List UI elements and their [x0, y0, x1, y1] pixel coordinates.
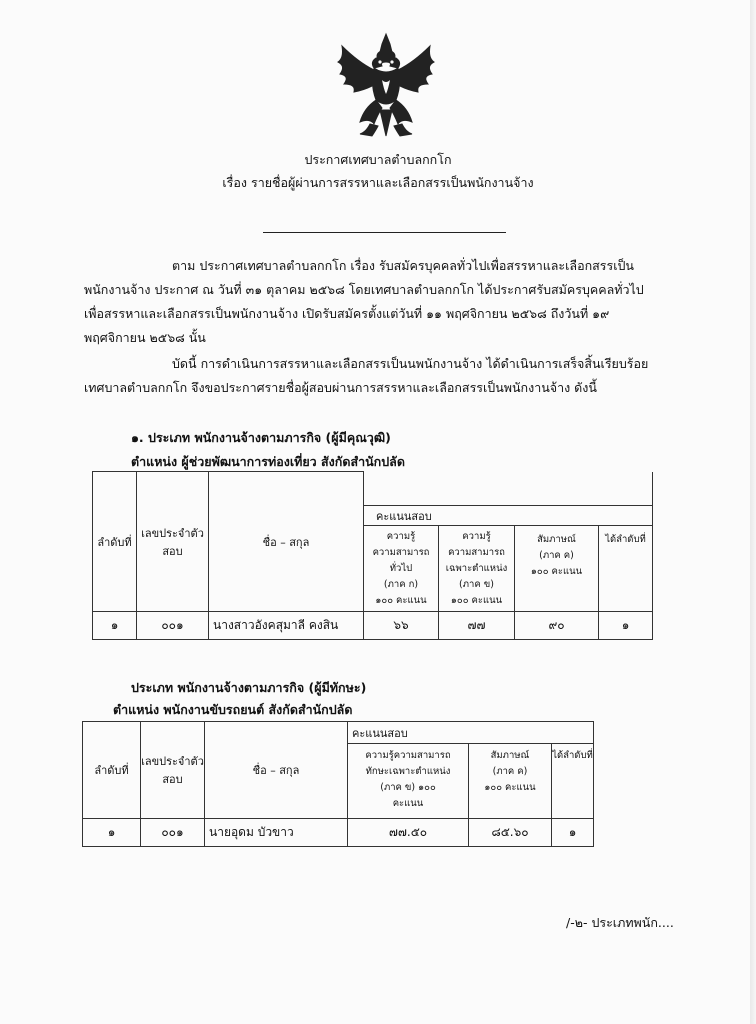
table1-header-score-a: ความรู้ ความสามารถ ทั่วไป (ภาค ก) ๑๐๐ คะแนน: [364, 526, 439, 612]
table1-cell-score-a: ๖๖: [364, 612, 439, 640]
table2-cell-score-c: ๘๕.๖๐: [469, 819, 552, 847]
paragraph-1-line-4: พฤศจิกายน ๒๕๖๘ นั้น: [84, 330, 206, 345]
announcement-title: ประกาศเทศบาลตำบลกกโก: [304, 152, 452, 167]
table1-header-name: ชื่อ – สกุล: [209, 472, 364, 612]
table1-cell-name: นางสาวอังคสุมาลี คงสิน: [209, 612, 364, 640]
section-1-heading: ๑. ประเภท พนักงานจ้างตามภารกิจ (ผู้มีคุณวุฒิ): [131, 430, 391, 445]
continuation-note: /-๒- ประเภทพนัก....: [566, 915, 674, 930]
section-1-position: ตำแหน่ง ผู้ช่วยพัฒนาการท่องเที่ยว สังกัดสำนักปลัด: [131, 454, 405, 469]
table1-header-score-c: สัมภาษณ์ (ภาค ค) ๑๐๐ คะแนน: [515, 526, 599, 612]
table2-header-place: ได้ลำดับที่: [552, 744, 594, 819]
table2-cell-score-b: ๗๗.๕๐: [348, 819, 469, 847]
paragraph-1-line-3: เพื่อสรรหาและเลือกสรรเป็นพนักงานจ้าง เปิดรับสมัครตั้งแต่วันที่ ๑๑ พฤศจิกายน ๒๕๖๘ ถึงวันที่ ๑๙: [84, 306, 610, 321]
table1-cell-score-c: ๙๐: [515, 612, 599, 640]
table1-cell-place: ๑: [599, 612, 653, 640]
paragraph-2-line-2: เทศบาลตำบลกกโก จึงขอประกาศรายชื่อผู้สอบผ่านการสรรหาและเลือกสรรเป็นพนักงานจ้าง ดังนี้: [84, 380, 597, 395]
table1-cell-score-b: ๗๗: [439, 612, 515, 640]
table2-cell-place: ๑: [552, 819, 594, 847]
table2-cell-name: นายอุดม บัวขาว: [205, 819, 348, 847]
table2-header-rank: ลำดับที่: [83, 722, 141, 819]
announcement-subject: เรื่อง รายชื่อผู้ผ่านการสรรหาและเลือกสรรเป็นพนักงานจ้าง: [222, 175, 534, 190]
table1-cell-id: ๐๐๑: [137, 612, 209, 640]
table2-header-score-c: สัมภาษณ์ (ภาค ค) ๑๐๐ คะแนน: [469, 744, 552, 819]
table1-header-place: ได้ลำดับที่: [599, 526, 653, 612]
table2-cell-id: ๐๐๑: [141, 819, 205, 847]
table1-header-id: เลขประจำตัวสอบ: [137, 472, 209, 612]
section-2-heading: ประเภท พนักงานจ้างตามภารกิจ (ผู้มีทักษะ): [131, 680, 367, 695]
paragraph-1-line-1: ตาม ประกาศเทศบาลตำบลกกโก เรื่อง รับสมัครบุคคลทั่วไปเพื่อสรรหาและเลือกสรรเป็น: [172, 258, 634, 273]
table1-blank-top: [364, 472, 653, 506]
table2-row: [83, 819, 594, 847]
table1-header-scores: คะแนนสอบ: [364, 506, 653, 526]
garuda-emblem-icon: [330, 32, 442, 140]
table1-row: [93, 612, 653, 640]
table2-cell-rank: ๑: [83, 819, 141, 847]
table2-header-name: ชื่อ – สกุล: [205, 722, 348, 819]
results-table-2: [82, 721, 594, 847]
paragraph-1-line-2: พนักงานจ้าง ประกาศ ณ วันที่ ๓๑ ตุลาคม ๒๕๖๘ โดยเทศบาลตำบลกกโก ได้ประกาศรับสมัครบุคคลทั่วไป: [84, 282, 644, 297]
table2-header-score-b: ความรู้ความสามารถ ทักษะเฉพาะตำแหน่ง (ภาค ข) ๑๐๐ คะแนน: [348, 744, 469, 819]
results-table-1: [92, 471, 653, 640]
paragraph-2-line-1: บัดนี้ การดำเนินการสรรหาและเลือกสรรเป็นนพนักงานจ้าง ได้ดำเนินการเสร็จสิ้นเรียบร้อย: [172, 356, 649, 371]
table1-cell-rank: ๑: [93, 612, 137, 640]
table1-header-score-b: ความรู้ ความสามารถ เฉพาะตำแหน่ง (ภาค ข) ๑๐๐ คะแนน: [439, 526, 515, 612]
table1-header-rank: ลำดับที่: [93, 472, 137, 612]
table2-header-id: เลขประจำตัวสอบ: [141, 722, 205, 819]
table2-header-scores: คะแนนสอบ: [348, 722, 594, 744]
title-underline: [263, 232, 506, 233]
section-2-position: ตำแหน่ง พนักงานขับรถยนต์ สังกัดสำนักปลัด: [113, 702, 353, 717]
